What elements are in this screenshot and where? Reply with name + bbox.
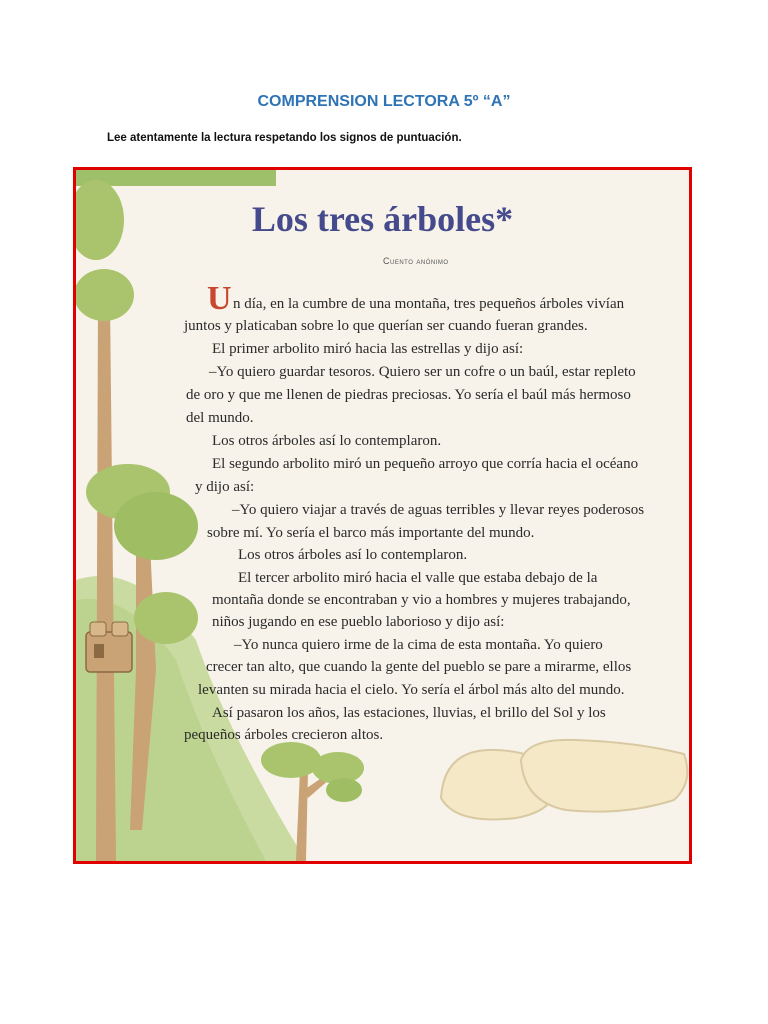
story-line: n día, en la cumbre de una montaña, tres pequeños árboles vivían [233,296,625,312]
document-title: COMPRENSION LECTORA 5º “A” [257,93,511,110]
book-page [76,170,689,861]
story-line: El primer arbolito miró hacia las estrellas y dijo así: [212,341,524,357]
story-line: Los otros árboles así lo contemplaron. [238,547,468,563]
story-line: El tercer arbolito miró hacia el valle que estaba debajo de la [238,570,598,586]
reading-instruction: Lee atentamente la lectura respetando los signos de puntuación. [107,132,462,144]
story-line: pequeños árboles crecieron altos. [184,727,384,743]
story-title: Los tres árboles* [251,199,514,239]
story-line: levanten su mirada hacia el cielo. Yo sería el árbol más alto del mundo. [198,682,625,698]
story-line: Los otros árboles así lo contemplaron. [212,433,442,449]
story-line: El segundo arbolito miró un pequeño arroyo que corría hacia el océano [212,456,639,472]
story-line: –Yo quiero viajar a través de aguas terribles y llevar reyes poderosos [232,502,645,518]
story-subtitle: Cuento anónimo [383,256,449,266]
story-line: Así pasaron los años, las estaciones, lluvias, el brillo del Sol y los [212,705,606,721]
story-line: crecer tan alto, que cuando la gente del pueblo se pare a mirarme, ellos [206,659,632,675]
story-line: de oro y que me llenen de piedras preciosas. Yo sería el baúl más hermoso [186,387,631,403]
story-line: –Yo quiero guardar tesoros. Quiero ser un cofre o un baúl, estar repleto [209,364,636,380]
story-line: y dijo así: [195,479,255,495]
story-line: del mundo. [186,410,254,426]
story-line: –Yo nunca quiero irme de la cima de esta montaña. Yo quiero [234,637,603,653]
story-line: niños jugando en ese pueblo laborioso y dijo así: [212,614,505,630]
reading-frame [73,167,692,864]
story-line: montaña donde se encontraban y vio a hombres y mujeres trabajando, [212,592,631,608]
story-line: sobre mí. Yo sería el barco más importante del mundo. [207,525,535,541]
drop-cap: U [207,280,232,317]
story-line: juntos y platicaban sobre lo que querían ser cuando fueran grandes. [184,318,588,334]
